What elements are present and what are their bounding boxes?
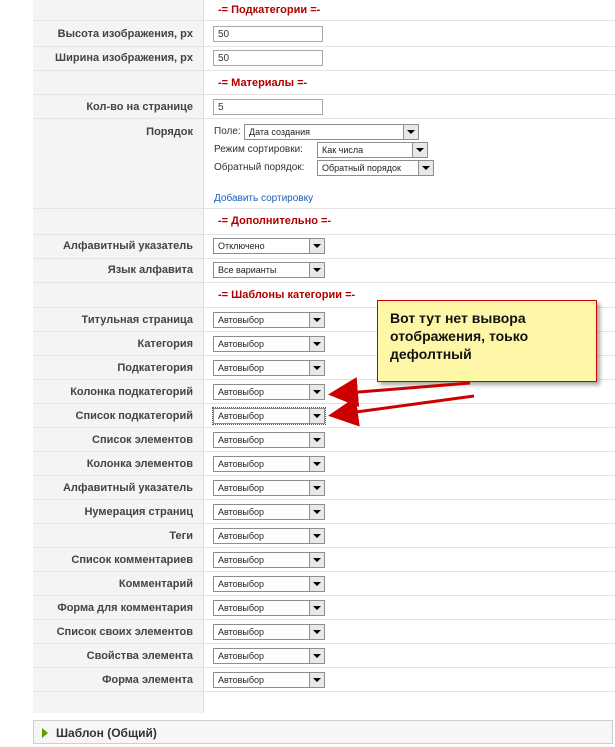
template-value: Автовыбор — [218, 411, 265, 421]
template-label: Нумерация страниц — [84, 506, 193, 518]
alpha-lang-value: Все варианты — [218, 265, 277, 275]
per-page-label: Кол-во на странице — [86, 101, 193, 113]
template-label: Список элементов — [92, 434, 193, 446]
image-height-input[interactable]: 50 — [213, 26, 323, 42]
alpha-index-label: Алфавитный указатель — [62, 240, 193, 252]
template-label: Титульная страница — [81, 314, 193, 326]
template-value: Автовыбор — [218, 507, 265, 517]
template-value: Автовыбор — [218, 627, 265, 637]
reverse-order-value: Обратный порядок — [322, 163, 401, 173]
section-heading-subcategories: -= Подкатегории =- — [218, 4, 321, 16]
template-value: Автовыбор — [218, 459, 265, 469]
template-value: Автовыбор — [218, 603, 265, 613]
template-general-title: Шаблон (Общий) — [56, 726, 157, 740]
template-label: Список комментариев — [71, 554, 193, 566]
template-label: Теги — [169, 530, 193, 542]
template-label: Колонка элементов — [86, 458, 193, 470]
template-label: Категория — [137, 338, 193, 350]
template-label: Список своих элементов — [56, 626, 193, 638]
add-sort-link[interactable]: Добавить сортировку — [214, 193, 314, 204]
arrow-to-subcategory-list — [334, 396, 474, 415]
template-value: Автовыбор — [218, 363, 265, 373]
template-value: Автовыбор — [218, 339, 265, 349]
sort-mode-label: Режим сортировки: — [214, 144, 303, 155]
template-label: Свойства элемента — [86, 650, 193, 662]
alpha-index-value: Отключено — [218, 241, 265, 251]
template-value: Автовыбор — [218, 579, 265, 589]
template-value: Автовыбор — [218, 483, 265, 493]
template-value: Автовыбор — [218, 531, 265, 541]
template-general-panel-header[interactable] — [33, 720, 613, 744]
order-label: Порядок — [146, 126, 193, 138]
template-value: Автовыбор — [218, 675, 265, 685]
order-field-label: Поле: — [214, 126, 241, 137]
template-value: Автовыбор — [218, 651, 265, 661]
order-field-value: Дата создания — [249, 127, 310, 137]
template-label: Алфавитный указатель — [62, 482, 193, 494]
template-label: Колонка подкатегорий — [70, 386, 193, 398]
image-width-input[interactable]: 50 — [213, 50, 323, 66]
section-heading-materials: -= Материалы =- — [218, 77, 308, 89]
image-height-label: Высота изображения, px — [57, 28, 193, 40]
alpha-lang-label: Язык алфавита — [107, 264, 193, 276]
template-label: Форма элемента — [102, 674, 193, 686]
expand-arrow-icon — [42, 728, 48, 738]
section-heading-additional: -= Дополнительно =- — [218, 215, 332, 227]
template-label: Форма для комментария — [57, 602, 193, 614]
annotation-note: Вот тут нет вывора отображения, тоько дефолтный — [377, 300, 597, 382]
sort-mode-value: Как числа — [322, 145, 364, 155]
template-label: Комментарий — [118, 578, 193, 590]
per-page-input[interactable]: 5 — [213, 99, 323, 115]
reverse-order-label: Обратный порядок: — [214, 162, 305, 173]
arrow-to-subcategory-column — [334, 383, 470, 394]
template-value: Автовыбор — [218, 315, 265, 325]
template-value: Автовыбор — [218, 555, 265, 565]
section-heading-category-templates: -= Шаблоны категории =- — [218, 289, 356, 301]
template-label: Подкатегория — [117, 362, 193, 374]
image-width-label: Ширина изображения, px — [55, 52, 193, 64]
template-label: Список подкатегорий — [75, 410, 193, 422]
template-value: Автовыбор — [218, 387, 265, 397]
template-value: Автовыбор — [218, 435, 265, 445]
